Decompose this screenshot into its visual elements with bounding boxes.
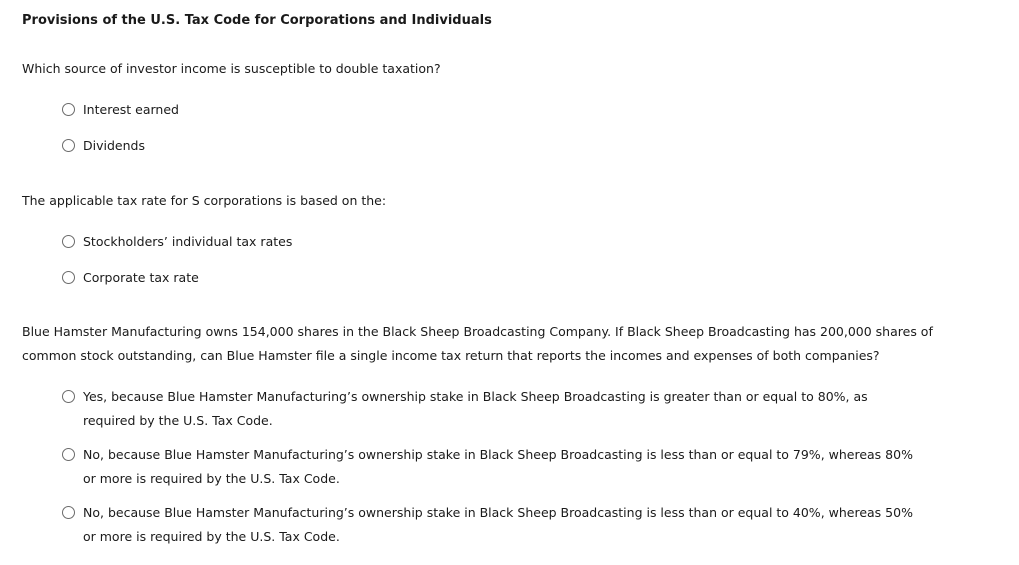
option-label: No, because Blue Hamster Manufacturing’s ownership stake in Black Sheep Broadcasting is less than or equal to 40%, whereas 50% or more is required by the U.S. Tax Code. — [83, 505, 913, 544]
radio-button[interactable] — [62, 448, 75, 461]
q3-option-no-40[interactable] — [62, 501, 923, 549]
q2-option-corporate-rate[interactable] — [62, 266, 199, 290]
radio-button[interactable] — [62, 506, 75, 519]
page-title: Provisions of the U.S. Tax Code for Corporations and Individuals — [22, 13, 492, 28]
option-label: No, because Blue Hamster Manufacturing’s ownership stake in Black Sheep Broadcasting is less than or equal to 79%, whereas 80% or more is required by the U.S. Tax Code. — [83, 447, 913, 486]
question-1-prompt: Which source of investor income is susceptible to double taxation? — [22, 61, 441, 76]
radio-button[interactable] — [62, 271, 75, 284]
option-label: Corporate tax rate — [83, 270, 199, 285]
q1-option-dividends[interactable] — [62, 134, 145, 158]
q1-option-interest-earned[interactable] — [62, 98, 179, 122]
q3-option-no-79[interactable] — [62, 443, 923, 491]
q2-option-stockholders-rates[interactable] — [62, 230, 292, 254]
option-label: Dividends — [83, 138, 145, 153]
radio-button[interactable] — [62, 103, 75, 116]
radio-button[interactable] — [62, 139, 75, 152]
option-label: Interest earned — [83, 102, 179, 117]
question-2-prompt: The applicable tax rate for S corporations is based on the: — [22, 193, 387, 208]
radio-button[interactable] — [62, 235, 75, 248]
radio-button[interactable] — [62, 390, 75, 403]
option-label: Yes, because Blue Hamster Manufacturing’s ownership stake in Black Sheep Broadcasting is greater than or equal to 80%, as required by the U.S. Tax Code. — [83, 389, 868, 428]
q3-option-yes-80[interactable] — [62, 385, 923, 433]
option-label: Stockholders’ individual tax rates — [83, 234, 293, 249]
question-3-prompt: Blue Hamster Manufacturing owns 154,000 shares in the Black Sheep Broadcasting Company. If Black Sheep Broadcasting has 200,000 shares of common stock outstanding, can Blue Hamster file a single income tax return that reports the incomes and expenses of both companies? — [22, 324, 933, 363]
